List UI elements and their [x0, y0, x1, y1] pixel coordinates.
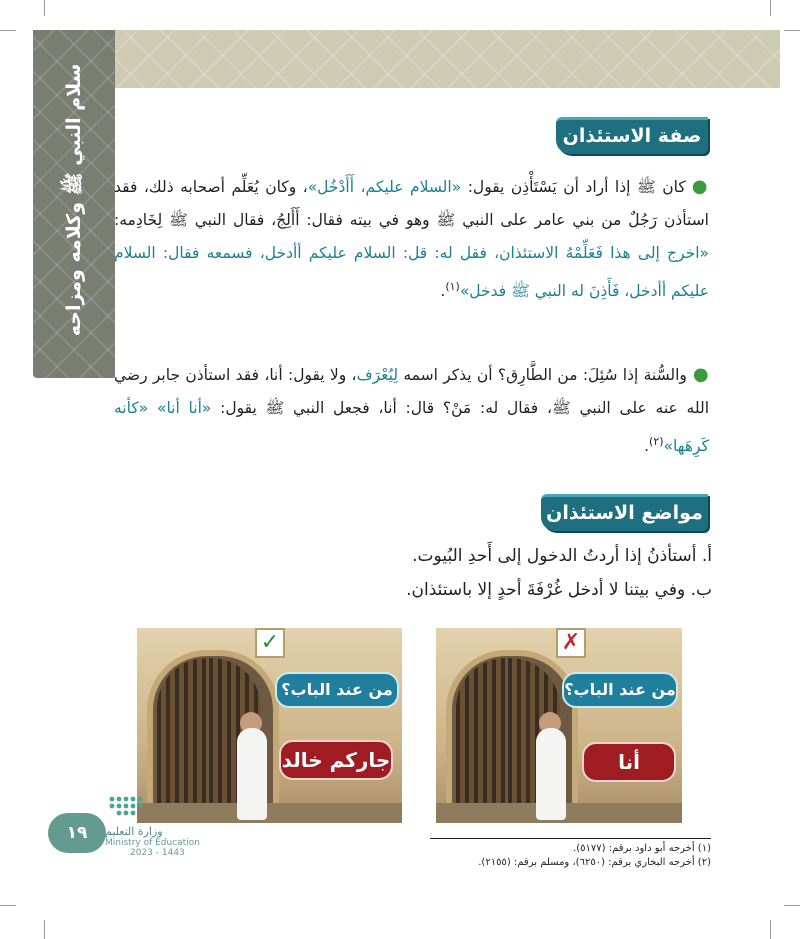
person	[237, 728, 267, 820]
chapter-side-title: سلام النبي ﷺ وكلامه ومزاحه	[63, 63, 85, 337]
crop-mark	[770, 0, 771, 16]
logo-year: 2023 - 1443	[130, 848, 185, 858]
cross-icon: ✗	[556, 628, 586, 658]
person	[536, 728, 566, 820]
floor	[137, 803, 402, 823]
paragraph-sunnah-identify: ●والسُّنة إذا سُئِلَ: من الطَّارِق؟ أن يذكر اسمه لِيُعْرَف، ولا يقول: أنا، فقد استأذن جابر رضي الله عنه على النبي ﷺ، فقال له: مَنْ؟ قال: أنا، فجعل النبي ﷺ يقول: «أنا أنا» «كأنه كَرِهَها»$^{(٢)}$.	[114, 364, 709, 456]
footnotes	[430, 842, 711, 870]
door-left-panel	[456, 658, 506, 810]
footnote: (٢) أخرجه البخاري برقم: (٦٢٥٠)، ومسلم برقم: (٢١٥٥).	[478, 857, 711, 868]
crop-mark	[44, 920, 45, 939]
crop-mark	[44, 0, 45, 16]
crop-mark	[784, 30, 800, 31]
ministry-logo-icon	[104, 789, 174, 829]
list-item: أ. أستأذنُ إذا أردتُ الدخول إلى أَحدِ البُيوت.	[412, 546, 712, 566]
footnote-ref: (١)	[445, 280, 460, 293]
logo-arabic-text: وزارة التعليم	[105, 825, 163, 838]
section-heading-permission-manner: صفة الاستئذان	[556, 117, 708, 154]
speech-bubble-answer: أنا	[582, 742, 676, 782]
bullet-icon: ●	[691, 176, 709, 197]
page-number: ١٩	[48, 813, 106, 853]
speech-bubble-question: من عند الباب؟	[562, 672, 678, 708]
logo-english-text: Ministry of Education	[105, 838, 200, 848]
speech-bubble-question: من عند الباب؟	[275, 672, 399, 708]
paragraph-permission-manner: ●كان ﷺ إذا أراد أن يَسْتَأْذِن يقول: «السلام عليكم، أَأَدْخُل»، وكان يُعَلِّم أصحابه ذلك، فقد استأذن رَجُلٌ من بني عامر على النبي ﷺ وهو في بيته فقال: أَأَلِجُ، فقال النبي ﷺ لِخَادِمه: «اخرج إلى هذا فَعَلِّمْهُ الاستئذان، فقل له: قل: السلام عليكم أأدخل، فسمعه فقال: السلام عليكم أأدخل، فَأَذِنَ له النبي ﷺ فدخل»$^{(١)}$.	[114, 176, 709, 301]
crop-mark	[0, 905, 16, 906]
bullet-icon: ●	[692, 364, 709, 385]
footnote-divider	[430, 838, 711, 839]
footnote: (١) أخرجه أبو داود برقم: (٥١٧٧).	[573, 843, 711, 854]
crop-mark	[784, 905, 800, 906]
section-heading-permission-places: مواضع الاستئذان	[541, 494, 708, 531]
door-left-panel	[157, 658, 207, 810]
checkmark-icon: ✓	[255, 628, 285, 658]
list-item: ب. وفي بيتنا لا أدخل غُرْفَةَ أحدٍ إلا باستئذان.	[406, 580, 712, 600]
speech-bubble-answer: جاركم خالد	[279, 740, 393, 780]
top-decorative-band	[33, 30, 780, 88]
crop-mark	[770, 920, 771, 939]
footnote-ref: (٢)	[649, 435, 664, 448]
crop-mark	[0, 30, 16, 31]
